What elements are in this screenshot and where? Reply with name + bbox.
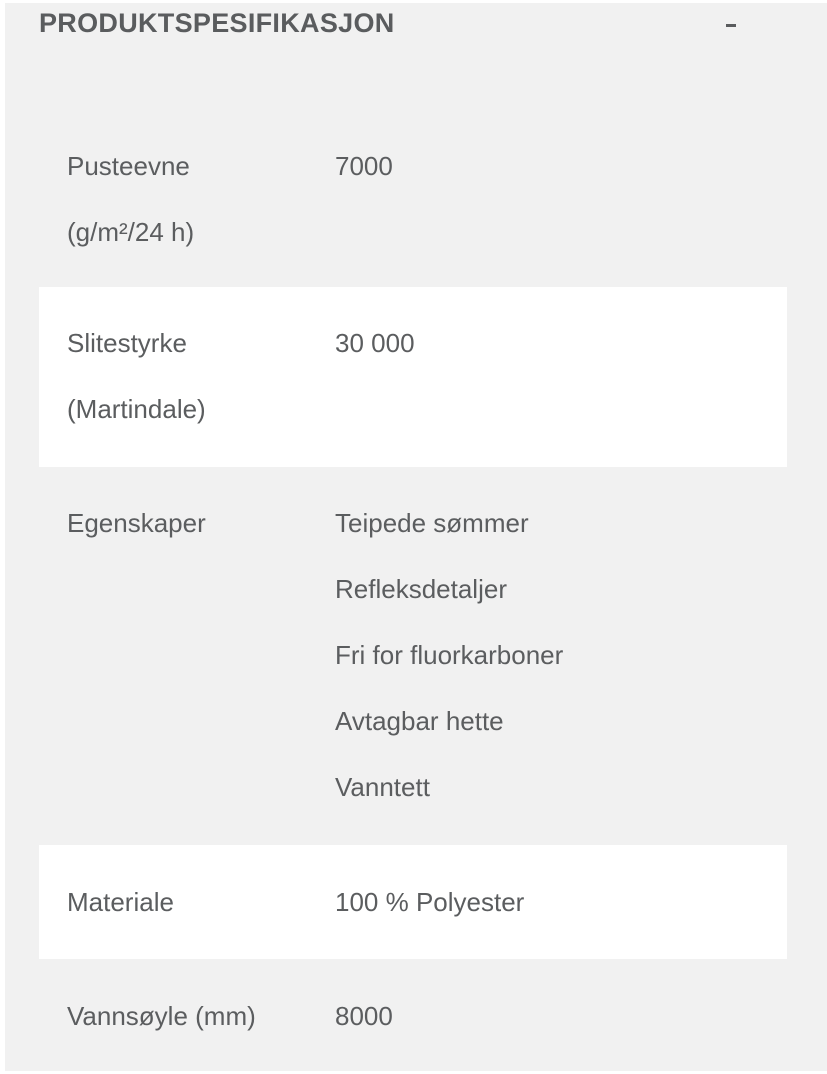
- spec-label-line: (Martindale): [67, 394, 206, 424]
- spec-value-line: 100 % Polyester: [335, 887, 525, 917]
- spec-label: [67, 983, 317, 1049]
- spec-value-line: 30 000: [335, 328, 415, 358]
- spec-label: [67, 490, 317, 556]
- spec-value-line: Avtagbar hette: [335, 706, 504, 736]
- spec-value-line: Fri for fluorkarboner: [335, 640, 564, 670]
- spec-row-slitestyrke: [39, 287, 787, 467]
- spec-row-egenskaper: [39, 467, 787, 845]
- spec-label-line: Materiale: [67, 887, 174, 917]
- spec-label-line: Slitestyrke: [67, 328, 187, 358]
- spec-value-line: Refleksdetaljer: [335, 574, 507, 604]
- spec-value: [335, 983, 775, 1049]
- product-spec-panel: [5, 3, 827, 1071]
- spec-value: [335, 310, 775, 376]
- spec-value-line: 8000: [335, 1001, 393, 1031]
- spec-label-line: Egenskaper: [67, 508, 206, 538]
- spec-value-line: Teipede sømmer: [335, 508, 529, 538]
- spec-value-line: Vanntett: [335, 772, 430, 802]
- minus-icon: [726, 24, 736, 27]
- spec-row-pusteevne: [39, 107, 787, 287]
- spec-label: [67, 310, 317, 442]
- collapse-toggle[interactable]: [717, 5, 745, 41]
- spec-value-line: 7000: [335, 151, 393, 181]
- spec-value: [335, 490, 775, 820]
- spec-row-vannsoyle: [39, 959, 787, 1071]
- spec-label-line: (g/m²/24 h): [67, 217, 195, 247]
- spec-value: [335, 869, 775, 935]
- spec-label-line: Pusteevne: [67, 151, 190, 181]
- spec-label: [67, 133, 317, 265]
- accordion-header[interactable]: [5, 3, 827, 47]
- spec-value: [335, 133, 775, 199]
- spec-row-materiale: [39, 845, 787, 959]
- spec-label: [67, 869, 317, 935]
- spec-label-line: Vannsøyle (mm): [67, 1001, 256, 1031]
- section-title: PRODUKTSPESIFIKASJON: [39, 8, 395, 38]
